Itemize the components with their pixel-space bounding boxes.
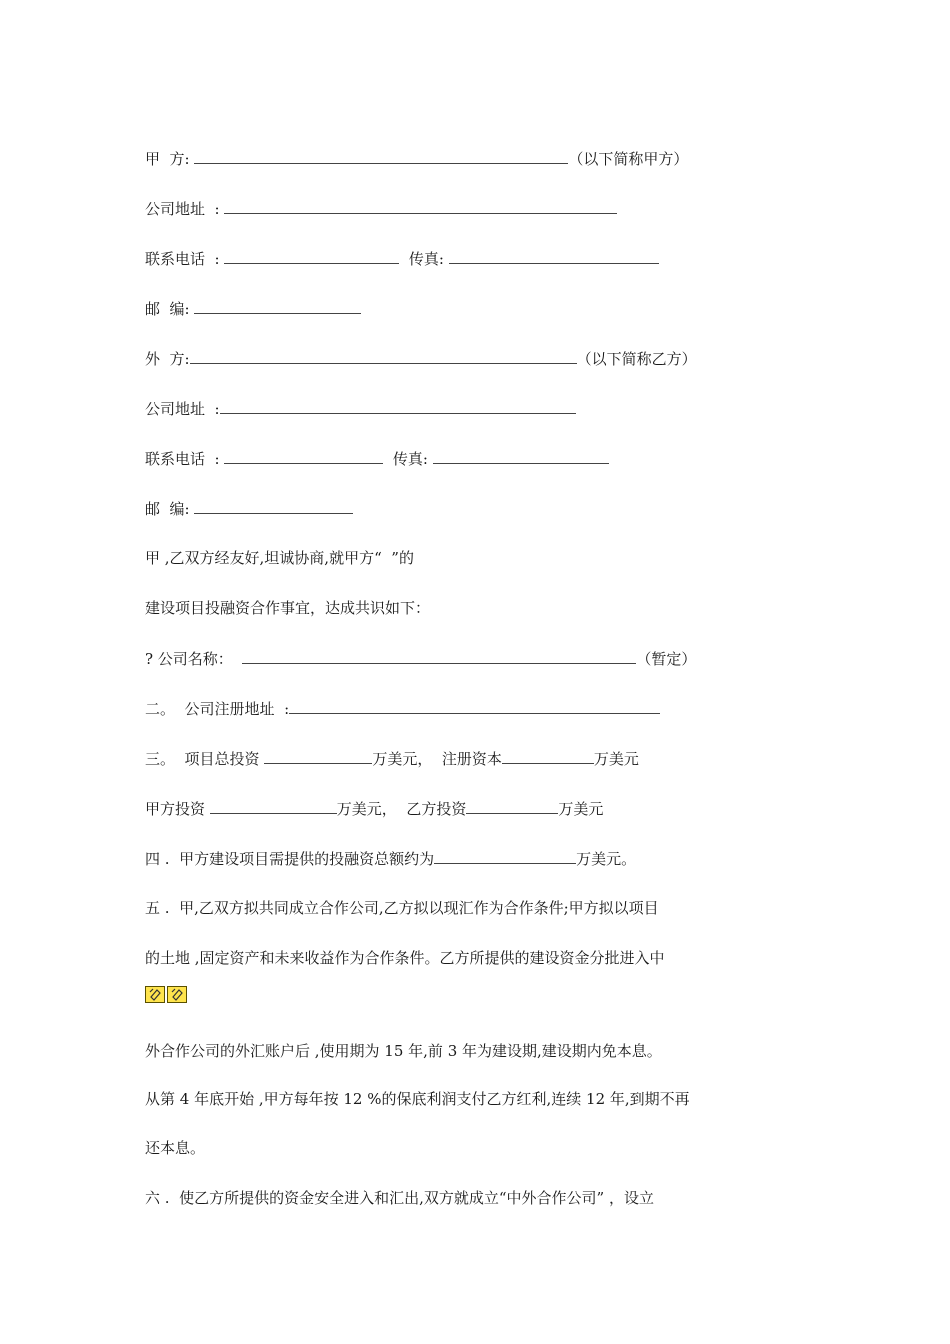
party-a-zip-blank[interactable] bbox=[194, 298, 361, 314]
party-a-suffix: （以下简称甲方） bbox=[568, 150, 689, 168]
party-a-address-row bbox=[145, 198, 617, 218]
clause-2-label: 二。 公司注册地址 : bbox=[145, 700, 290, 718]
clause-5-line-5: 还本息。 bbox=[145, 1139, 206, 1157]
party-a-address-label: 公司地址 : bbox=[145, 200, 220, 218]
party-b-row bbox=[145, 348, 697, 368]
party-b-label: 外 方: bbox=[145, 350, 190, 368]
party-b-phone-blank[interactable] bbox=[224, 448, 383, 464]
party-a-row bbox=[145, 148, 688, 168]
clause-3b-unit-2: 万美元 bbox=[558, 800, 604, 818]
link-object-icon[interactable] bbox=[145, 986, 165, 1003]
party-a-zip-label: 邮 编: bbox=[145, 300, 190, 318]
clause-4-unit: 万美元。 bbox=[576, 850, 637, 868]
clause-5-line-4: 从第 4 年底开始 ,甲方每年按 12 %的保底利润支付乙方红利,连续 12 年,到期不再 bbox=[145, 1090, 690, 1108]
party-b-address-label: 公司地址 : bbox=[145, 400, 220, 418]
clause-3b-unit-1: 万美元， 乙方投资 bbox=[336, 800, 467, 818]
clause-4-label: 四 . 甲方建设项目需提供的投融资总额约为 bbox=[145, 850, 435, 868]
party-b-zip-row bbox=[145, 498, 353, 518]
party-b-zip-label: 邮 编: bbox=[145, 500, 190, 518]
clause-5-line-3: 外合作公司的外汇账户后 ,使用期为 15 年,前 3 年为建设期,建设期内免本息。 bbox=[145, 1042, 662, 1060]
party-b-fax-blank[interactable] bbox=[433, 448, 609, 464]
party-b-zip-blank[interactable] bbox=[194, 498, 353, 514]
clause-5-line-2: 的土地 ,固定资产和未来收益作为合作条件。乙方所提供的建设资金分批进入中 bbox=[145, 949, 665, 967]
clause-3-unit-1: 万美元， 注册资本 bbox=[372, 750, 502, 768]
party-a-address-blank[interactable] bbox=[224, 198, 617, 214]
clause-5-line-1: 五 . 甲,乙双方拟共同成立合作公司,乙方拟以现汇作为合作条件;甲方拟以项目 bbox=[145, 899, 659, 917]
party-b-phone-label: 联系电话 : bbox=[145, 450, 220, 468]
clause-1-suffix: （暂定） bbox=[636, 650, 697, 668]
party-b-suffix: （以下简称乙方） bbox=[576, 350, 697, 368]
party-a-label: 甲 方: bbox=[145, 150, 190, 168]
party-b-blank[interactable] bbox=[190, 348, 577, 364]
clause-3b-row bbox=[145, 798, 603, 818]
party-a-fax-label: 传真: bbox=[408, 250, 444, 268]
clause-4-row bbox=[145, 848, 636, 868]
clause-3-unit-2: 万美元 bbox=[593, 750, 639, 768]
clause-3-label: 三。 项目总投资 bbox=[145, 750, 260, 768]
party-b-investment-blank[interactable] bbox=[466, 798, 558, 814]
clause-6-line-1: 六 . 使乙方所提供的资金安全进入和汇出,双方就成立“中外合作公司” ，设立 bbox=[145, 1189, 654, 1207]
clause-3b-label: 甲方投资 bbox=[145, 800, 206, 818]
party-a-blank[interactable] bbox=[194, 148, 568, 164]
party-b-address-row bbox=[145, 398, 576, 418]
clause-2-row bbox=[145, 698, 660, 718]
link-object-icon[interactable] bbox=[167, 986, 187, 1003]
party-a-zip-row bbox=[145, 298, 361, 318]
registered-address-blank[interactable] bbox=[289, 698, 660, 714]
party-b-fax-label: 传真: bbox=[392, 450, 428, 468]
party-a-phone-blank[interactable] bbox=[224, 248, 399, 264]
party-a-phone-label: 联系电话 : bbox=[145, 250, 220, 268]
total-investment-blank[interactable] bbox=[264, 748, 372, 764]
clause-1-row bbox=[145, 648, 696, 668]
party-a-phone-row bbox=[145, 248, 659, 268]
clause-3-row bbox=[145, 748, 639, 768]
party-b-address-blank[interactable] bbox=[220, 398, 576, 414]
intro-line-2: 建设项目投融资合作事宜，达成共识如下： bbox=[145, 599, 431, 617]
financing-total-blank[interactable] bbox=[434, 848, 576, 864]
party-a-investment-blank[interactable] bbox=[210, 798, 337, 814]
clause-1-label: ? 公司名称： bbox=[145, 650, 233, 668]
registered-capital-blank[interactable] bbox=[502, 748, 594, 764]
company-name-blank[interactable] bbox=[242, 648, 636, 664]
intro-line-1: 甲 ,乙双方经友好,坦诚协商,就甲方“ ”的 bbox=[145, 549, 414, 567]
party-a-fax-blank[interactable] bbox=[449, 248, 659, 264]
embedded-icons bbox=[145, 986, 187, 1003]
party-b-phone-row bbox=[145, 448, 609, 468]
